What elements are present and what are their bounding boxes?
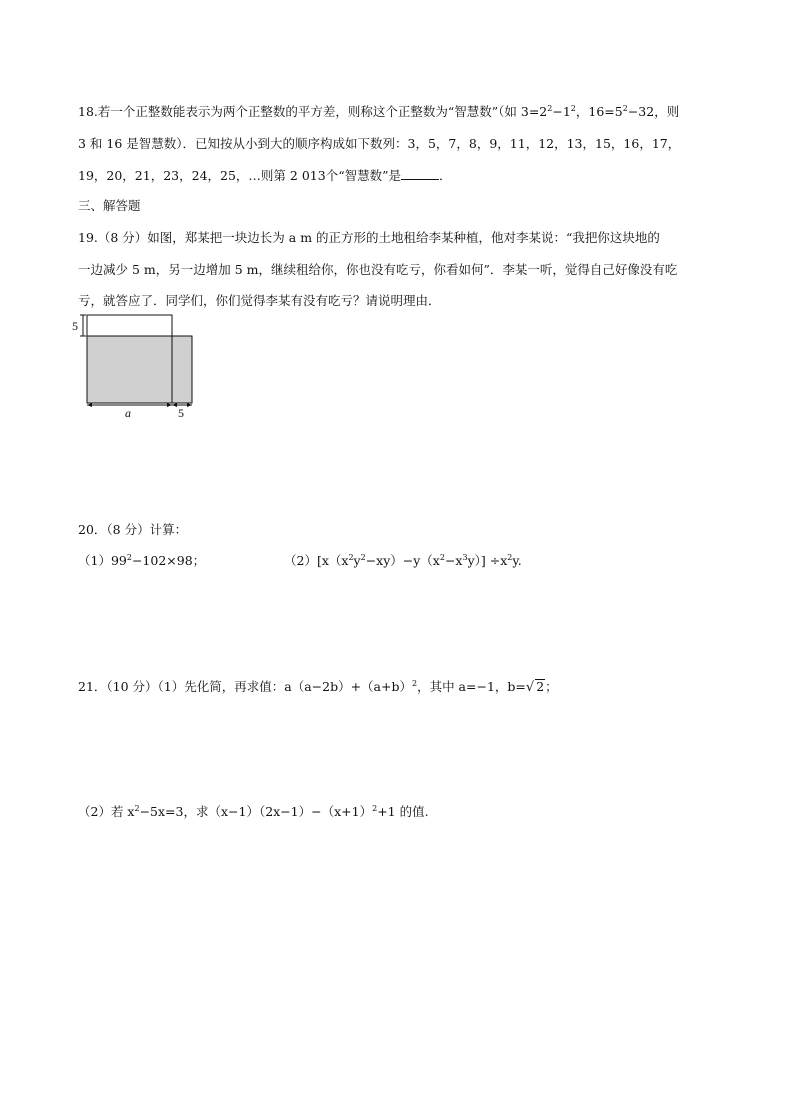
q20-p2-k: y.	[512, 553, 522, 568]
q18-text-1e: ，16=5	[575, 104, 623, 119]
q20-p2-h: 3	[462, 552, 468, 562]
q20-p2-b: 2	[348, 552, 354, 562]
q18-text-3b: ．	[438, 168, 452, 183]
q20-p2-f: 2	[439, 552, 445, 562]
q18-text-1g: −32，则	[627, 104, 680, 119]
q21-p2-c: −5x=3，求（x−1）（2x−1）−（x+1）	[139, 804, 373, 819]
q18-sup-1f: 2	[622, 103, 628, 113]
q21-part-2	[78, 804, 429, 820]
q21-p2-d: 2	[372, 803, 378, 813]
answer-blank	[401, 169, 439, 180]
q20-title: 20．（8 分）计算：	[78, 522, 188, 537]
q21-p1-a: 21．（10 分）（1）先化简，再求值：a（a−2b）+（a+b）	[78, 679, 412, 694]
shaded-rectangle	[87, 336, 192, 403]
q18-line-3	[78, 168, 452, 184]
arrow-5-left	[172, 403, 177, 407]
arrow-a-left	[87, 403, 92, 407]
q18-text-1c: −1	[552, 104, 571, 119]
q20-part-1	[78, 553, 205, 569]
section-heading: 三、解答题	[78, 198, 141, 213]
label-top-5: 5	[72, 319, 78, 333]
q20-p2-e: −xy）−y（x	[365, 553, 440, 568]
label-bottom-5: 5	[178, 406, 184, 420]
q20-p2-i: y）] ÷x	[467, 553, 508, 568]
arrow-a-right	[167, 403, 172, 407]
q20-p1-c: −102×98；	[131, 553, 206, 568]
q21-p1-sup: 2	[411, 678, 418, 688]
q21-p1-c: ，其中 a=−1，b=	[417, 679, 526, 694]
q21-p1-d: ；	[545, 679, 558, 694]
q20-p2-d: 2	[360, 552, 366, 562]
q20-p2-j: 2	[507, 552, 513, 562]
q21-p2-b: 2	[134, 803, 140, 813]
q19-line-3: 亏，就答应了．同学们，你们觉得李某有没有吃亏？请说明理由．	[78, 293, 441, 308]
q18-text-3a: 19，20，21，23，24，25，…则第 2 013个“智慧数”是	[78, 168, 401, 183]
q20-p2-g: −x	[444, 553, 463, 568]
q20-p2-a: （2）[x（x	[284, 553, 349, 568]
q18-text-1a: 18.若一个正整数能表示为两个正整数的平方差，则称这个正整数为“智慧数”（如 3=2	[78, 104, 548, 119]
q20-part-2	[284, 553, 522, 569]
q19-line-2: 一边减少 5 m，另一边增加 5 m，继续租给你，你也没有吃亏，你看如何”．李某一听，觉得自己好像没有吃	[78, 262, 678, 277]
q18-sup-1b: 2	[547, 103, 553, 113]
q18-line-1	[78, 104, 679, 120]
q18-sup-1d: 2	[570, 103, 576, 113]
q19-figure	[70, 310, 200, 420]
q21-p2-a: （2）若 x	[78, 804, 135, 819]
sqrt-icon: √	[525, 680, 535, 695]
q20-p1-a: （1）99	[78, 553, 127, 568]
q20-p1-sup: 2	[126, 552, 132, 562]
q20-p2-c: y	[353, 553, 361, 568]
q19-line-1: 19.（8 分）如图，郑某把一块边长为 a m 的正方形的土地租给李某种植，他对李某说：“我把你这块地的	[78, 230, 660, 245]
q21-p2-e: +1 的值.	[377, 804, 429, 819]
q21-part-1	[78, 679, 558, 696]
label-a: a	[125, 406, 131, 420]
arrow-5-right	[187, 403, 192, 407]
q21-sqrt-value: 2	[536, 679, 545, 694]
q18-line-2: 3 和 16 是智慧数）．已知按从小到大的顺序构成如下数列：3，5，7，8，9，11，12，13，15，16，17，	[78, 136, 681, 151]
